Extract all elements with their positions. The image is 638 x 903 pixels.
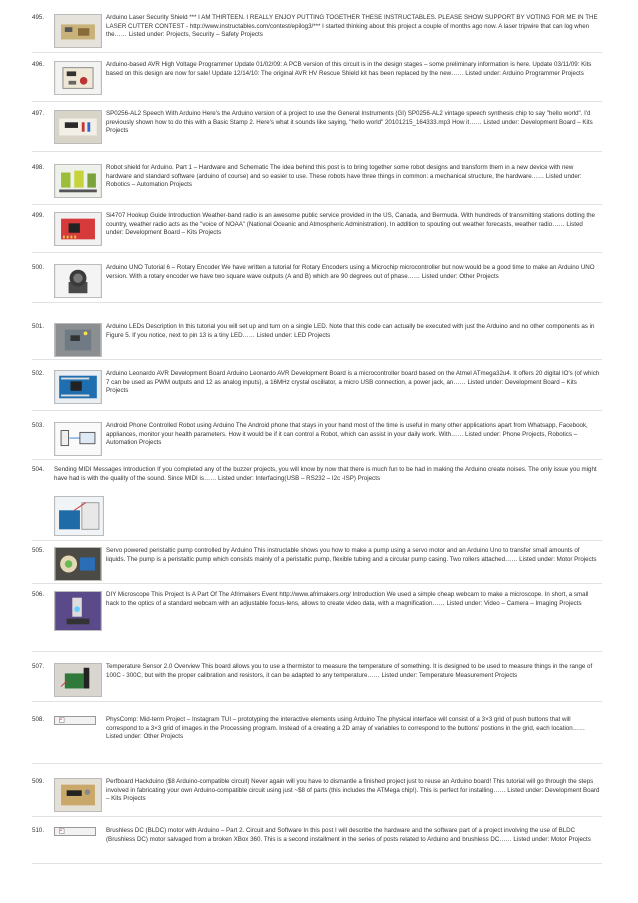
shield-icon[interactable]: [54, 61, 102, 95]
item-number: 507.: [32, 663, 45, 670]
board-icon[interactable]: [54, 14, 102, 48]
item-text[interactable]: PhysComp: Mid-term Project – Instagram TUI – prototyping the interactive elements using Arduino The physical interface will consist of a 3×3 grid of push buttons that will correspond to a 3×3 grid of images in the Processing program. Instead of a creating a 2D array of variables to correspond to the buttons' postions in the grid, each location…… Listed under: Other Projects: [106, 716, 586, 741]
item-text[interactable]: Brushless DC (BLDC) motor with Arduino – Part 2. Circuit and Software In this post I will describe the hardware and the software part of a project involving the use of BLDC (Brushless DC) motor salvaged from a broken XBox 360. This is a second installment in the series of posts related to Arduino and brushless DC…… Listed under: Motor Projects: [106, 827, 591, 843]
item-text[interactable]: Arduino-based AVR High Voltage Programmer Update 01/02/09: A PCB version of this circuit is in the design stages – some preliminary information is here. Update 03/11/09: Kits based on this design are now for sale! Update 12/14/10: The original AVR HV Rescue Shield kit has been replaced by the new…… Listed under: Arduino Programmer Projects: [106, 61, 592, 77]
divider: [32, 459, 602, 460]
item-number: 496.: [32, 61, 45, 68]
divider: [32, 252, 602, 253]
item-number: 506.: [32, 591, 45, 598]
divider: [32, 204, 602, 205]
midi-board-icon[interactable]: [54, 496, 104, 536]
item-number: 501.: [32, 323, 45, 330]
item-text[interactable]: DIY Microscope This Project Is A Part Of The Afrimakers Event http://www.afrimakers.org/ Introduction We used a simple cheap webcam to make a microscope. In short, a small hack to the optics of a standard webcam with an adjustable focus-lens, allows to create video data, with a magnification…… Listed under: Video – Camera – Imaging Projects: [106, 591, 589, 607]
item-number: 497.: [32, 110, 45, 117]
divider: [32, 151, 602, 152]
item-text[interactable]: Arduino LEDs Description In this tutorial you will set up and turn on a single LED. Note that this code can actually be executed with just the Arduino and no other components as in Figure 5. If you notice, next to pin 13 is a tiny LED…… Listed under: LED Projects: [106, 323, 595, 339]
led-board-icon[interactable]: [54, 323, 102, 357]
item-text[interactable]: Sending MIDI Messages Introduction If you completed any of the buzzer projects, you will know by now that there is much fun to be had in making the Arduino create noises. The only issue you might have had is with the quality of the sound. Since MIDI is…… Listed under: Interfacing(USB – RS232 – I2c -ISP) Projects: [54, 466, 597, 482]
divider: [32, 583, 602, 584]
divider: [32, 763, 602, 764]
divider: [32, 52, 602, 53]
red-board-icon[interactable]: [54, 212, 102, 246]
divider: [32, 816, 602, 817]
item-text[interactable]: Arduino UNO Tutorial 6 – Rotary Encoder We have written a tutorial for Rotary Encoders using a Microchip microcontroller but now would be a good time to make an Arduino UNO version. With a rotary encoder we have two square wave outputs (A and B) which are 90 degrees out of phase…… Listed under: Other Projects: [106, 264, 595, 280]
divider: [32, 101, 602, 102]
knob-icon[interactable]: [54, 264, 102, 298]
divider: [32, 359, 602, 360]
item-number: 500.: [32, 264, 45, 271]
pump-icon[interactable]: [54, 547, 102, 581]
item-number: 504.: [32, 466, 45, 473]
item-text[interactable]: Servo powered peristaltic pump controlled by Arduino This instructable shows you how to make a pump using a servo motor and an Arduino Uno to transfer small amounts of liquids. The pump is a peristaltic pump which consists mainly of a peristaltic pump, flexible tubing and a circular pump casing. Two rollers attached…… Listed under: Motor Projects: [106, 547, 597, 563]
robot-icon[interactable]: [54, 164, 102, 198]
divider: [32, 701, 602, 702]
perfboard-icon[interactable]: [54, 778, 102, 812]
item-text[interactable]: Robot shield for Arduino. Part 1 – Hardware and Schematic The idea behind this post is to bring together some robot designs and transform them in a new device with new hardware and standard software (arduino of course) and so easier to use. These robots have three things in common: a mechanical structure, the hardware…… Listed under: Robotics – Automation Projects: [106, 164, 582, 189]
item-text[interactable]: Arduino Leonardo AVR Development Board Arduino Leonardo AVR Development Board is a microcontroller board based on the Atmel ATmega32u4. It offers 20 digital IO's (of which 7 can be used as PWM outputs and 12 as analog inputs), a 16MHz crystal oscillator, a micro USB connection, a power jack, an…… Listed under: Development Board – Kits Projects: [106, 370, 600, 395]
phone-diagram-icon[interactable]: [54, 422, 102, 456]
item-text[interactable]: Arduino Laser Security Shield *** I AM THIRTEEN. I REALLY ENJOY PUTTING TOGETHER THESE INSTRUCTABLES. PLEASE SHOW SUPPORT BY VOTING FOR ME IN THE LASER CUTTER CONTEST - http://www.instructables.com/contest/epilog3/*** I started thinking about this project a couple of months ago now. A laser tripwire that can log when the…… Listed under: Projects, Security – Safety Projects: [106, 14, 598, 39]
microscope-icon[interactable]: [54, 591, 102, 631]
item-number: 495.: [32, 14, 45, 21]
item-number: 503.: [32, 422, 45, 429]
item-number: 499.: [32, 212, 45, 219]
breadboard-icon[interactable]: [54, 110, 102, 144]
item-text[interactable]: Perfboard Hackduino ($8 Arduino-compatible circuit) Never again will you have to dismantle a finished project just to reuse an Arduino board! This tutorial will go through the steps involved in fabricating your own Arduino-compatible circuit using just ~$8 of parts (this includes the ATMega chip!). This is perfect for installing…… Listed under: Development Board – Kits Projects: [106, 778, 600, 803]
sensor-icon[interactable]: [54, 663, 102, 697]
item-number: 502.: [32, 370, 45, 377]
broken-image-icon: [54, 827, 96, 836]
item-number: 505.: [32, 547, 45, 554]
item-text[interactable]: Android Phone Controlled Robot using Arduino The Android phone that stays in your hand most of the time is useful in many other applications apart from Whatsapp, Facebook, appliances, monitor your health parameters. How it would be if it can control a Robot, which can assist in your daily work. With…… Listed under: Phone Projects, Robotics – Automation Projects: [106, 422, 588, 447]
broken-image-icon: [54, 716, 96, 725]
divider: [32, 302, 602, 303]
item-text[interactable]: Temperature Sensor 2.0 Overview This board allows you to use a thermistor to measure the temperature of something. It is designed to be used to measure things in the range of 100C - 300C, but with the proper calibration and resistors, it can be adapted to any temperature…… Listed under: Temperature Measurement Projects: [106, 663, 593, 679]
blue-board-icon[interactable]: [54, 370, 102, 404]
item-number: 498.: [32, 164, 45, 171]
item-number: 509.: [32, 778, 45, 785]
item-text[interactable]: SP0256-AL2 Speech With Arduino Here's the Arduino version of a project to use the General Instruments (GI) SP0256-AL2 vintage speech synthesis chip to say "hello world". I'd previously shown how to do this with a Basic Stamp 2. Here's what it sounds like saying, "hello world" 20101215_164333.mp3 How it…… Listed under: Development Board – Kits Projects: [106, 110, 593, 135]
divider: [32, 410, 602, 411]
item-number: 510.: [32, 827, 45, 834]
item-number: 508.: [32, 716, 45, 723]
divider: [32, 651, 602, 652]
divider: [32, 863, 602, 864]
item-text[interactable]: Si4707 Hookup Guide Introduction Weather-band radio is an awesome public service provided in the US, Canada, and Bermuda. With hundreds of transmitting stations dotting the country, weather radio acts as the "voice of NOAA" (National Oceanic and Atmospheric Administration). In addition to spouting out weather forecasts, weather radio…… Listed under: Development Board – Kits Projects: [106, 212, 595, 237]
divider: [32, 540, 602, 541]
